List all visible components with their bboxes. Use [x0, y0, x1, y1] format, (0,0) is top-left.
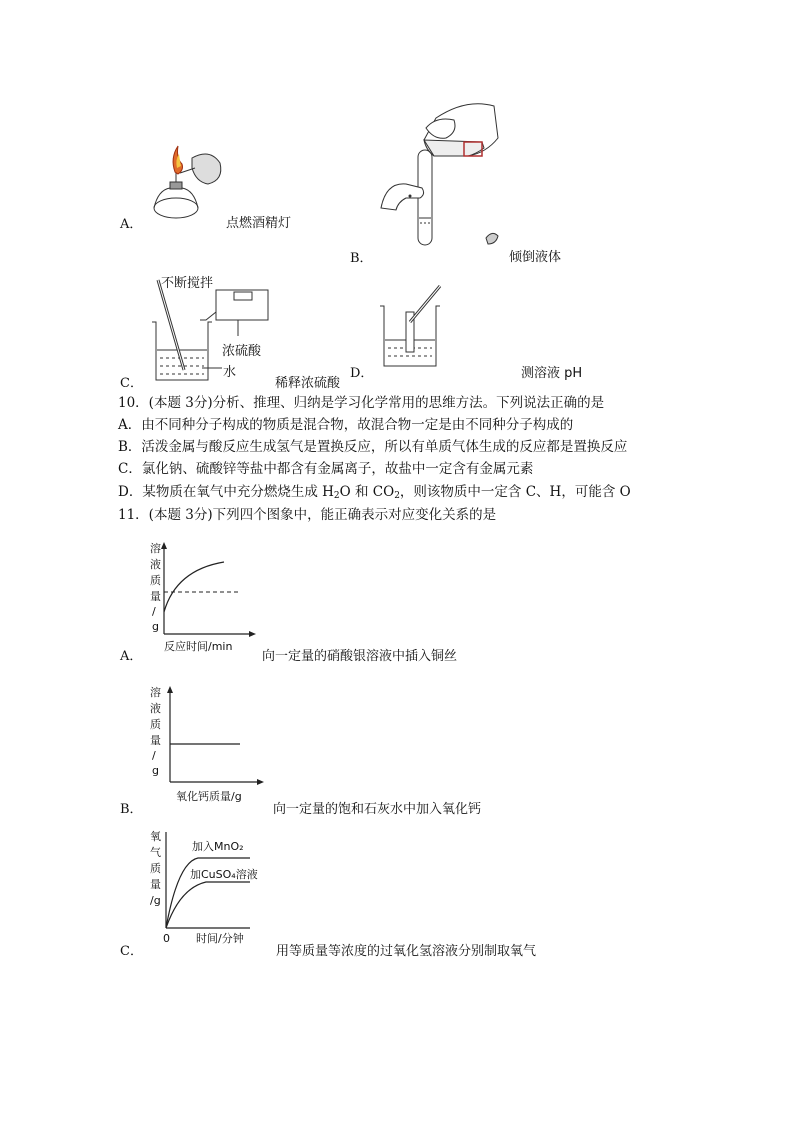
measure-ph-illustration	[378, 282, 458, 372]
graph-c-curve2-label: 加CuSO₄溶液	[190, 868, 258, 881]
label-stirring: 不断搅拌	[161, 276, 214, 291]
q11-option-c-caption: 用等质量等浓度的过氧化氢溶液分别制取氧气	[276, 944, 537, 959]
q10-option-d: D．某物质在氧气中充分燃烧生成 $H_2O$ 和 $CO_2$，则该物质中一定含 C、H，可能含 O	[118, 484, 631, 501]
q10-option-a: A．由不同种分子构成的物质是混合物，故混合物一定是由不同种分子构成的	[118, 417, 574, 433]
graph-a	[144, 540, 264, 660]
q11-option-a-caption: 向一定量的硝酸银溶液中插入铜丝	[262, 649, 458, 664]
q10-option-b: B．活泼金属与酸反应生成氢气是置换反应，所以有单质气体生成的反应都是置换反应	[118, 439, 628, 455]
graph-b-ylabel-1: 液	[150, 702, 161, 715]
graph-a-ylabel-5: g	[152, 620, 159, 633]
q10-option-c: C．氯化钠、硫酸锌等盐中都含有金属离子，故盐中一定含有金属元素	[118, 461, 534, 477]
q11-option-b-caption: 向一定量的饱和石灰水中加入氧化钙	[273, 802, 482, 817]
option-b-letter: B．	[350, 251, 373, 266]
graph-b-ylabel-3: 量	[150, 734, 161, 747]
graph-a-ylabel-3: 量	[150, 590, 161, 603]
option-b-caption: 倾倒液体	[509, 250, 562, 265]
option-c-caption: 稀释浓硫酸	[275, 376, 341, 391]
option-a-caption: 点燃酒精灯	[226, 216, 292, 231]
graph-c-ylabel-2: 质	[150, 862, 161, 875]
q10-stem: 10．(本题 3分)分析、推理、归纳是学习化学常用的思维方法。下列说法正确的是	[118, 395, 605, 411]
option-c-letter: C．	[120, 376, 143, 391]
graph-c-xlabel: 时间/分钟	[196, 932, 244, 945]
graph-a-ylabel-1: 液	[150, 558, 161, 571]
graph-c	[146, 828, 276, 952]
graph-c-ylabel-0: 氧	[150, 830, 161, 843]
graph-b-xlabel: 氧化钙质量/g	[176, 790, 242, 803]
alcohol-lamp-illustration	[140, 138, 230, 228]
graph-c-ylabel-1: 气	[150, 846, 161, 859]
q11-option-b-letter: B．	[120, 802, 143, 817]
graph-a-ylabel-2: 质	[150, 574, 161, 587]
graph-b-ylabel-5: g	[152, 764, 159, 777]
graph-b-ylabel-4: /	[152, 749, 156, 762]
graph-b-ylabel-2: 质	[150, 718, 161, 731]
q11-stem: 11．(本题 3分)下列四个图象中，能正确表示对应变化关系的是	[118, 507, 497, 523]
graph-c-curve1-label: 加入MnO₂	[192, 840, 244, 853]
pouring-liquid-illustration	[376, 98, 506, 248]
graph-a-ylabel-4: /	[152, 605, 156, 618]
graph-a-ylabel-0: 溶	[150, 542, 161, 555]
option-a-letter: A．	[120, 217, 143, 232]
graph-a-xlabel: 反应时间/min	[164, 640, 233, 653]
graph-c-ylabel-3: 量	[150, 878, 161, 891]
label-water: 水	[223, 365, 237, 380]
graph-b-ylabel-0: 溶	[150, 686, 161, 699]
label-conc-acid: 浓硫酸	[222, 344, 262, 359]
option-d-letter: D．	[350, 366, 374, 381]
option-d-caption: 测溶液 pH	[521, 366, 583, 381]
q11-option-a-letter: A．	[120, 649, 143, 664]
graph-c-ylabel-4: /g	[150, 894, 161, 907]
q11-option-c-letter: C．	[120, 944, 143, 959]
graph-b	[144, 684, 274, 810]
graph-c-origin: 0	[163, 932, 170, 945]
